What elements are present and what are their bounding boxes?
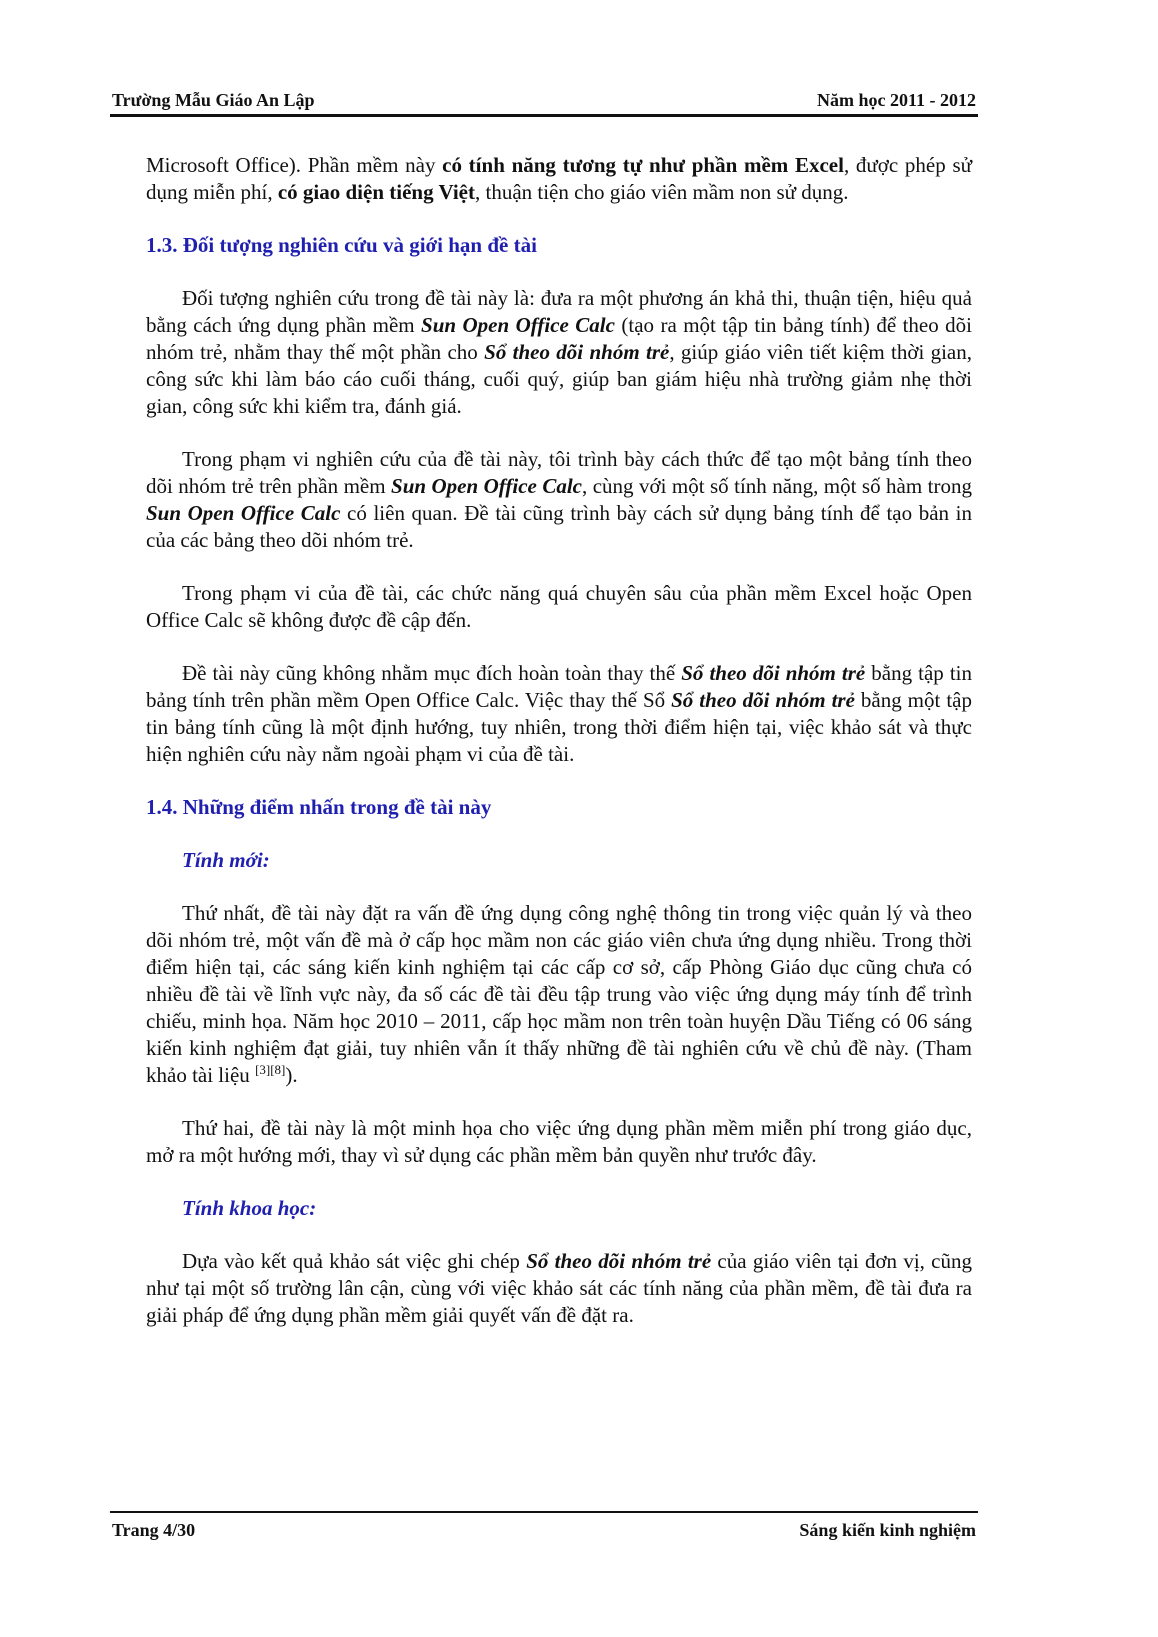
page-header <box>112 89 976 111</box>
section-heading-1-4: 1.4. Những điểm nhấn trong đề tài này <box>146 795 492 819</box>
bold-italic-run: Sun Open Office Calc <box>146 501 341 525</box>
text-run: bằng tập tin bảng tính trên phần mềm Open Office Calc. Việc thay thế Sổ <box>146 661 972 712</box>
page-footer <box>112 1519 976 1541</box>
text-run: Thứ nhất, đề tài này đặt ra vấn đề ứng dụng công nghệ thông tin trong việc quản lý và theo dõi nhóm trẻ, một vấn đề mà ở cấp học mầm non các giáo viên chưa ứng dụng nhiều. Trong thời điểm hiện tại, các sáng kiến kinh nghiệm tại các cấp cơ sở, cấp Phòng Giáo dục cũng chưa có nhiều đề tài về lĩnh vực này, đa số các đề tài đều tập trung vào việc ứng dụng máy tính để trình chiếu, minh họa. Năm học 2010 – 2011, cấp học mầm non trên toàn huyện Dầu Tiếng có 06 sáng kiến kinh nghiệm đạt giải, tuy nhiên vẫn ít thấy những đề tài nghiên cứu về chủ đề này. (Tham khảo tài liệu <box>146 901 972 1087</box>
header-school-name: Trường Mẫu Giáo An Lập <box>112 90 315 110</box>
text-run: , giúp giáo viên tiết kiệm thời gian, công sức khi làm báo cáo cuối tháng, cuối quý, giúp ban giám hiệu nhà trường giảm nhẹ thời gian, công sức khi kiểm tra, đánh giá. <box>146 340 973 418</box>
paragraph-not-replacement <box>146 660 972 768</box>
paragraph-scope-limits: Trong phạm vi của đề tài, các chức năng quá chuyên sâu của phần mềm Excel hoặc Open Office Calc sẽ không được đề cập đến. <box>146 581 972 632</box>
footer-divider <box>110 1511 978 1513</box>
text-run: , cùng với một số tính năng, một số hàm trong <box>582 474 972 498</box>
text-run: Đề tài này cũng không nhằm mục đích hoàn toàn thay thế <box>182 661 682 685</box>
paragraph-novelty-first <box>146 900 972 1089</box>
text-run: Microsoft Office). Phần mềm này <box>146 153 443 177</box>
text-run: Trong phạm vi nghiên cứu của đề tài này, tôi trình bày cách thức để tạo một bảng tính theo dõi nhóm trẻ trên phần mềm <box>146 447 972 498</box>
paragraph-scientific <box>146 1248 972 1329</box>
text-run: Đối tượng nghiên cứu trong đề tài này là: đưa ra một phương án khả thi, thuận tiện, hiệu quả bằng cách ứng dụng phần mềm <box>146 286 972 337</box>
bold-run: có giao diện tiếng Việt <box>277 180 475 204</box>
text-run: , được phép sử dụng miễn phí, <box>146 153 973 204</box>
paragraph-research-object <box>146 285 972 420</box>
header-school-year: Năm học 2011 - 2012 <box>817 90 976 110</box>
bold-italic-run: Sổ theo dõi nhóm trẻ <box>484 340 670 364</box>
text-run: , thuận tiện cho giáo viên mầm non sử dụng. <box>474 180 849 204</box>
bold-italic-run: Sổ theo dõi nhóm trẻ <box>526 1249 712 1273</box>
footer-document-title: Sáng kiến kinh nghiệm <box>799 1520 976 1540</box>
header-divider <box>110 114 978 117</box>
subheading-novelty: Tính mới: <box>182 848 270 872</box>
reference-superscript: [3][8] <box>255 1062 286 1077</box>
bold-run: có tính năng tương tự như phần mềm Excel <box>442 153 844 177</box>
subheading-scientific: Tính khoa học: <box>182 1196 317 1220</box>
bold-italic-run: Sổ theo dõi nhóm trẻ <box>671 688 855 712</box>
bold-italic-run: Sun Open Office Calc <box>421 313 615 337</box>
page-content <box>146 152 972 1355</box>
text-run: (tạo ra một tập tin bảng tính) để theo dõi nhóm trẻ, nhằm thay thế một phần cho <box>146 313 972 364</box>
text-run: ). <box>285 1063 298 1087</box>
footer-page-number: Trang 4/30 <box>112 1520 196 1540</box>
paragraph-research-scope <box>146 446 972 554</box>
text-run: Dựa vào kết quả khảo sát việc ghi chép <box>182 1249 527 1273</box>
bold-italic-run: Sun Open Office Calc <box>391 474 582 498</box>
paragraph-intro <box>146 152 972 206</box>
section-heading-1-3: 1.3. Đối tượng nghiên cứu và giới hạn đề tài <box>146 233 537 257</box>
bold-italic-run: Sổ theo dõi nhóm trẻ <box>681 661 866 685</box>
text-run: có liên quan. Đề tài cũng trình bày cách sử dụng bảng tính để tạo bản in của các bảng theo dõi nhóm trẻ. <box>146 501 972 552</box>
paragraph-novelty-second: Thứ hai, đề tài này là một minh họa cho việc ứng dụng phần mềm miễn phí trong giáo dục, mở ra một hướng mới, thay vì sử dụng các phần mềm bản quyền như trước đây. <box>146 1116 972 1167</box>
text-run: của giáo viên tại đơn vị, cũng như tại một số trường lân cận, cùng với việc khảo sát các tính năng của phần mềm, đề tài đưa ra giải pháp để ứng dụng phần mềm giải quyết vấn đề đặt ra. <box>146 1249 973 1327</box>
text-run: bằng một tập tin bảng tính cũng là một định hướng, tuy nhiên, trong thời điểm hiện tại, việc khảo sát và thực hiện nghiên cứu này nằm ngoài phạm vi của đề tài. <box>146 688 972 766</box>
